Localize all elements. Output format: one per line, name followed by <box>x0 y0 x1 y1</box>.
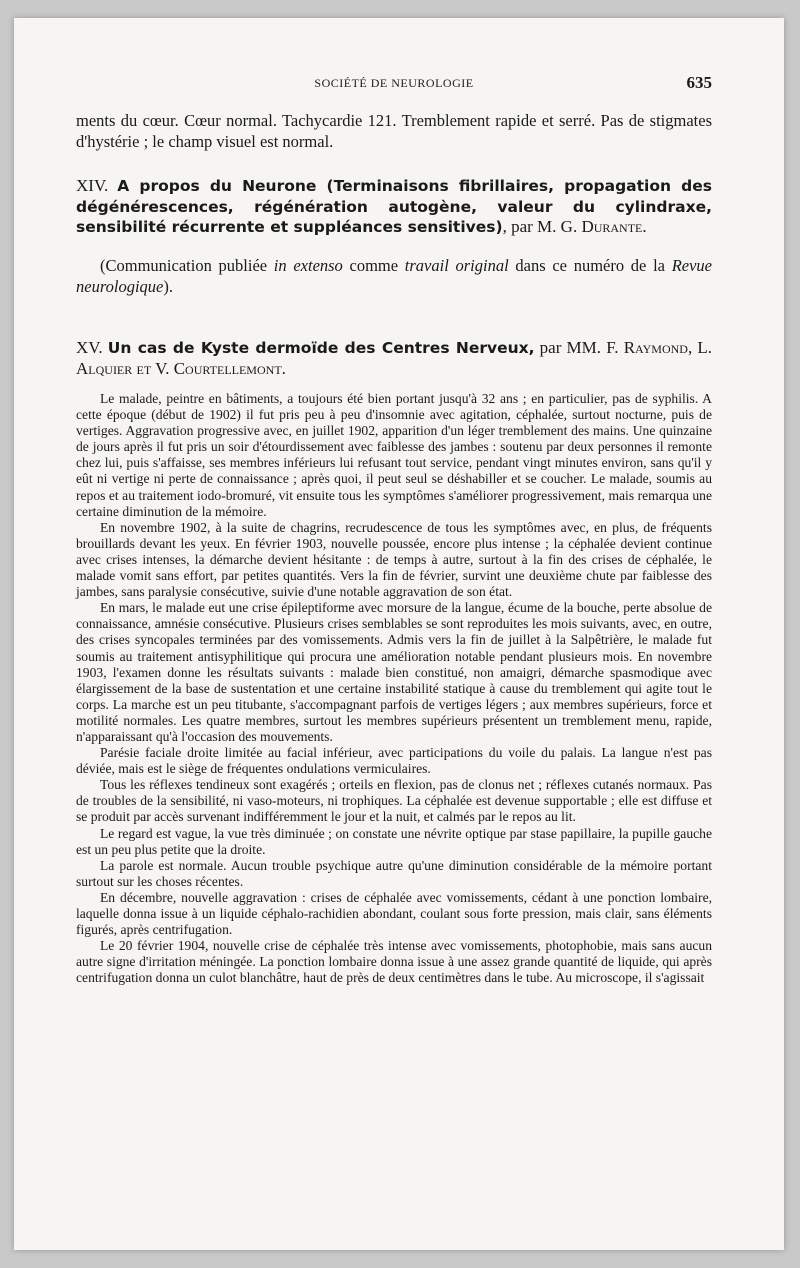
body-paragraph: Parésie faciale droite limitée au facial inférieur, avec participations du voile du palais. La langue n'est pas déviée, mais est le siège de fréquentes ondulations vermiculaires. <box>76 745 712 777</box>
body-paragraph: Le 20 février 1904, nouvelle crise de céphalée très intense avec vomissements, photophobie, mais sans aucun autre signe d'irritation méningée. La ponction lombaire donna issue à une assez grande quantité de liquide, qui après centrifugation donna un culot blanchâtre, haut de près de deux centimètres dans le tube. Au microscope, il s'agissait <box>76 938 712 986</box>
section-xiv-heading <box>76 176 712 238</box>
document-page <box>14 18 784 1250</box>
note-text: comme <box>342 255 405 275</box>
body-paragraph: En mars, le malade eut une crise épileptiforme avec morsure de la langue, écume de la bouche, perte absolue de connaissance, amnésie consécutive. Plusieurs crises semblables se sont reproduites les mois suivants, avec, en outre, des crises syncopales terminées par des vomissements. Admis vers la fin de juillet à la Salpêtrière, le malade fut soumis au traitement antisyphilitique qui procura une amélioration notable pendant plusieurs mois. En novembre 1903, l'examen donne les résultats suivants : malade bien constitué, non amaigri, démarche spasmodique avec élargissement de la base de sustentation et une certaine instabilité statique à cause du tremblement qui agite tout le corps. La marche est un peu titubante, s'accompagnant parfois de vertiges légers ; aux membres supérieurs, force et motilité normales. Les quatre membres, surtout les membres supérieurs présentent un tremblement menu, rapide, n'apparaissant qu'à l'occasion des mouvements. <box>76 600 712 744</box>
section-xiv-by: , par <box>502 217 533 236</box>
section-xiv <box>76 176 712 297</box>
section-xv-heading <box>76 338 712 379</box>
section-xv <box>76 338 712 986</box>
running-title: SOCIÉTÉ DE NEUROLOGIE <box>314 76 474 90</box>
body-paragraph: Tous les réflexes tendineux sont exagérés ; orteils en flexion, pas de clonus net ; réflexes cutanés normaux. Pas de troubles de la sensibilité, ni vaso-moteurs, ni trophiques. La céphalée est devenue supportable ; elle est diffuse et se produit par accès survenant indifféremment le jour et la nuit, et calmés par le repos au lit. <box>76 777 712 825</box>
note-emphasis: travail original <box>404 255 509 275</box>
section-xiv-author: M. G. Durante. <box>537 217 647 236</box>
note-emphasis: in extenso <box>273 255 343 275</box>
body-paragraph: La parole est normale. Aucun trouble psychique autre qu'une diminution considérable de la mémoire portant surtout sur les choses récentes. <box>76 857 712 889</box>
section-xv-authors: F. Raymond, L. Alquier et V. Courtellemont. <box>76 338 712 378</box>
page-number: 635 <box>686 73 712 92</box>
body-paragraph: Le regard est vague, la vue très diminuée ; on constate une névrite optique par stase papillaire, la pupille gauche est un peu plus petite que la droite. <box>76 825 712 857</box>
body-paragraph: En décembre, nouvelle aggravation : crises de céphalée avec vomissements, cédant à une ponction lombaire, laquelle donna issue à un liquide céphalo-rachidien abondant, coulant sous forte pression, mais clair, sans éléments figurés, après centrifugation. <box>76 889 712 938</box>
journal-title: Revue neurologique <box>76 255 713 296</box>
section-xv-by: par MM. <box>534 338 607 357</box>
section-xv-number: XV. <box>76 338 103 357</box>
section-xv-title: Un cas de Kyste dermoïde des Centres Nerveux, <box>107 339 535 357</box>
section-xiv-number: XIV. <box>76 176 109 195</box>
intro-paragraph: ments du cœur. Cœur normal. Tachycardie 121. Tremblement rapide et serré. Pas de stigmates d'hystérie ; le champ visuel est normal. <box>76 111 712 151</box>
note-text: ). <box>163 276 173 296</box>
body-paragraph: En novembre 1902, à la suite de chagrins, recrudescence de tous les symptômes avec, en plus, de fréquents brouillards devant les yeux. En février 1903, nouvelle poussée, encore plus intense ; la céphalée devient continue avec crises intenses, la démarche devient hésitante : de temps à autre, surtout à la fin des crises de céphalée, le malade vomit sans effort, par petites quantités. Vers la fin de février, survint une deuxième chute par faiblesse des jambes, sans paralysie consécutive, suivie d'une notable aggravation de son état. <box>76 519 712 600</box>
page-header <box>76 73 712 96</box>
body-paragraph: Le malade, peintre en bâtiments, a toujours été bien portant jusqu'à 32 ans ; en particulier, pas de syphilis. A cette époque (début de 1902) il fut pris peu à peu d'insomnie avec agitation, céphalée, surtout nocturne, puis de vertiges. Aggravation progressive avec, en juillet 1902, apparition d'un léger tremblement des mains. Une quinzaine de jours après il fut pris un soir d'étourdissement avec faiblesse des jambes : soutenu par deux personnes il remonte chez lui, puis s'affaisse, ses membres inférieurs lui refusant tout service, pendant vingt minutes environ, sans qu'il y eût ni vertige ni perte de connaissance ; après quoi, il peut seul se déshabiller et se coucher. Le malade, soumis au repos et au traitement iodo-bromuré, vit ensuite tous les symptômes s'améliorer progressivement, mais remarqua une certaine diminution de la mémoire. <box>76 391 712 519</box>
section-xv-body <box>76 391 712 986</box>
note-text: (Communication publiée <box>100 255 274 275</box>
intro-block <box>76 110 712 152</box>
note-text: dans ce numéro de la <box>508 255 672 275</box>
section-xiv-note <box>76 255 712 297</box>
section-xiv-title: A propos du Neurone (Terminaisons fibrillaires, propagation des dégénérescences, régénération autogène, valeur du cylindraxe, sensibilité récurrente et suppléances sensitives) <box>76 177 712 236</box>
